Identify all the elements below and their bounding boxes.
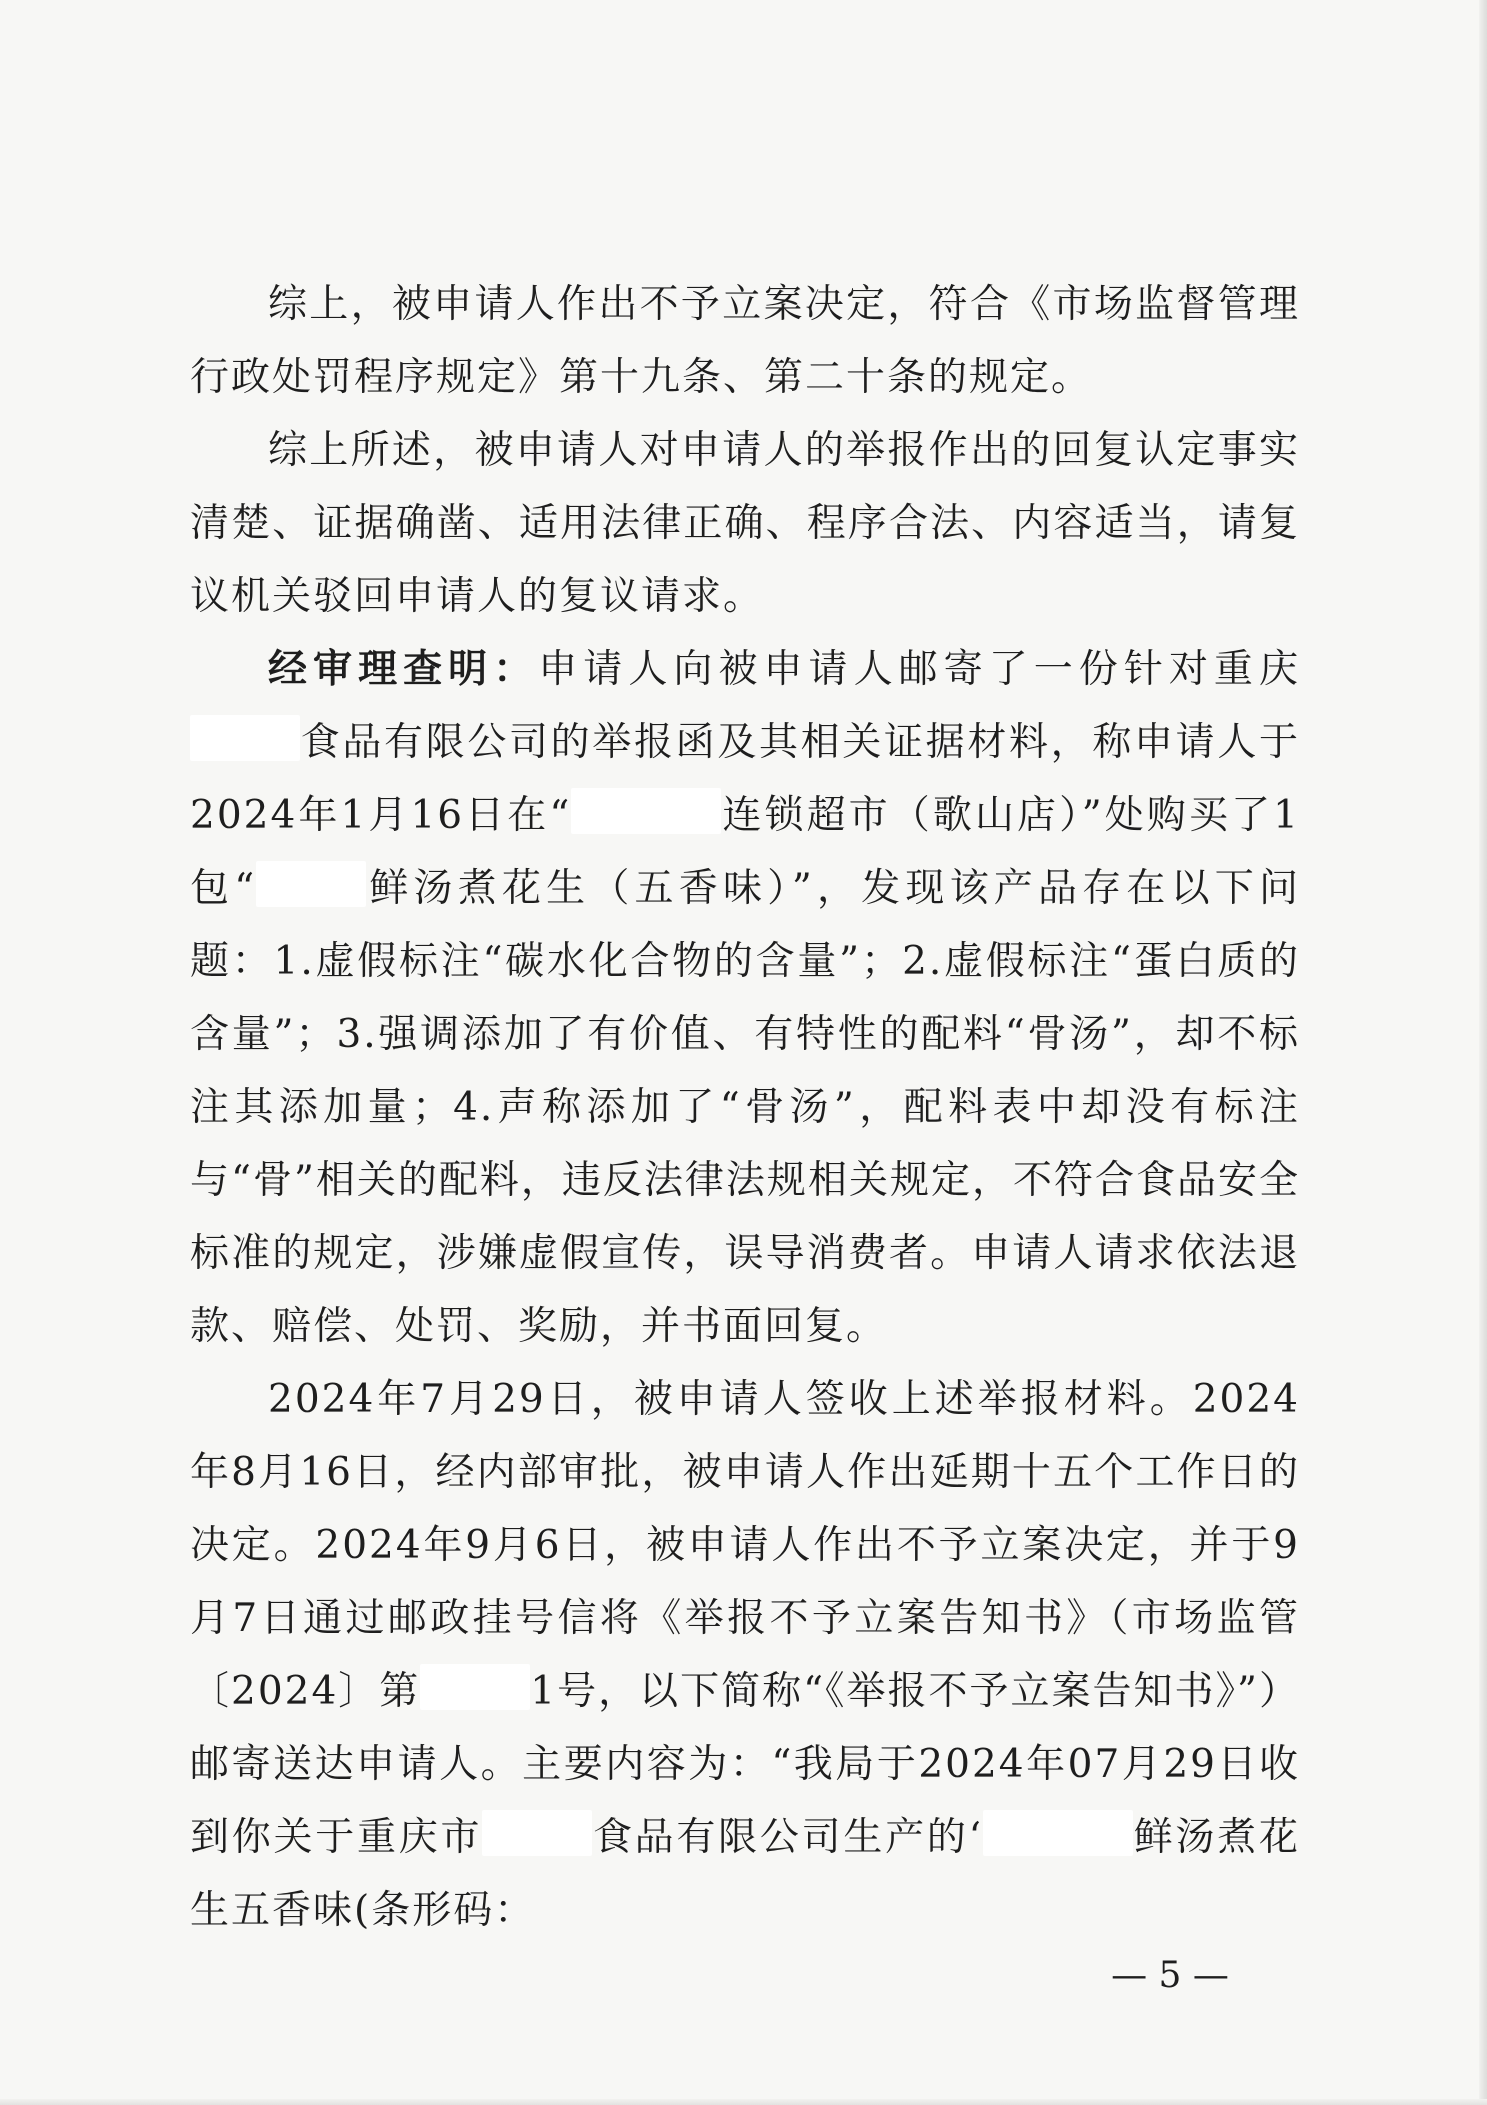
paragraph-timeline	[190, 1363, 1300, 1947]
page-bottom-edge	[0, 2099, 1487, 2105]
page-edge-shadow	[1479, 0, 1487, 2105]
paragraph-conclusion: 综上，被申请人作出不予立案决定，符合《市场监督管理行政处罚程序规定》第十九条、第二十条的规定。	[190, 282, 1300, 400]
redaction-block	[190, 715, 300, 761]
page-number: — 5 —	[1111, 1955, 1229, 1996]
timeline-text-2: 1号，以下简称“《举报不予立案告知书》”）邮寄送达申请人。主要内容为：“我局于2024年07月29日收到你关于重庆市	[190, 1669, 1300, 1860]
redaction-block	[482, 1810, 592, 1856]
timeline-text-1: 2024年7月29日，被申请人签收上述举报材料。2024年8月16日，经内部审批，被申请人作出延期十五个工作日的决定。2024年9月6日，被申请人作出不予立案决定，并于9月7日通过邮政挂号信将《举报不予立案告知书》（市场监管〔2024〕第	[190, 1377, 1300, 1714]
findings-text-2: 食品有限公司的举报函及其相关证据材料，称申请人于2024年1月16日在“	[190, 720, 1300, 838]
findings-heading: 经审理查明：	[268, 646, 539, 692]
redaction-block	[420, 1664, 530, 1710]
document-body	[190, 268, 1300, 1947]
redaction-block	[571, 788, 721, 834]
findings-text-1: 申请人向被申请人邮寄了一份针对重庆	[538, 647, 1300, 692]
findings-text-3: 连锁超市（歌山店）”处购买了1包“	[190, 793, 1300, 911]
paragraph-findings	[190, 633, 1300, 1363]
redaction-block	[256, 861, 366, 907]
timeline-text-4: 鲜汤煮花生五香味(条形码：	[190, 1815, 1300, 1933]
timeline-text-3: 食品有限公司生产的‘	[592, 1815, 984, 1860]
findings-text-4: 鲜汤煮花生（五香味）”，发现该产品存在以下问题：1.虚假标注“碳水化合物的含量”；2.虚假标注“蛋白质的含量”；3.强调添加了有价值、有特性的配料“骨汤”，却不标注其添加量；4.声称添加了“骨汤”，配料表中却没有标注与“骨”相关的配料，违反法律法规相关规定，不符合食品安全标准的规定，涉嫌虚假宣传，误导消费者。申请人请求依法退款、赔偿、处罚、奖励，并书面回复。	[190, 866, 1300, 1349]
paragraph-summary: 综上所述，被申请人对申请人的举报作出的回复认定事实清楚、证据确凿、适用法律正确、程序合法、内容适当，请复议机关驳回申请人的复议请求。	[190, 428, 1300, 619]
redaction-block	[983, 1810, 1133, 1856]
